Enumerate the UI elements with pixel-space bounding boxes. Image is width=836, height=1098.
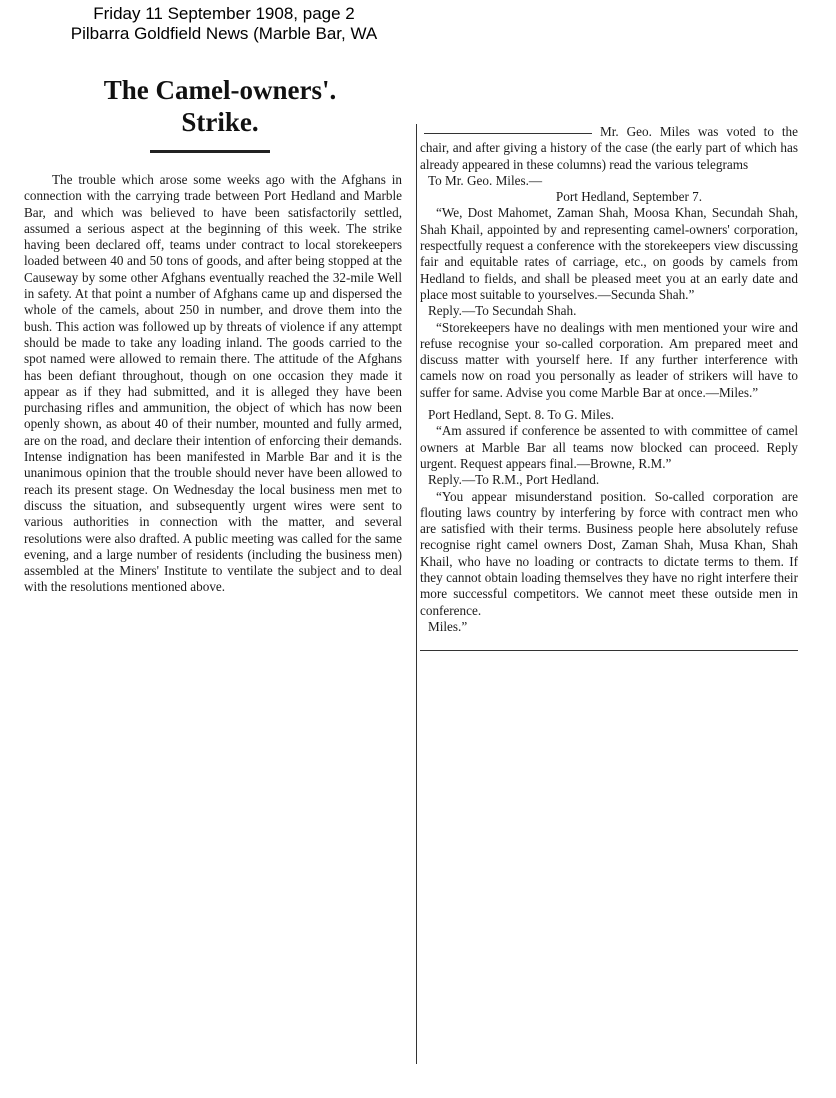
reply-signoff: Miles.” xyxy=(428,618,468,634)
source-citation xyxy=(24,4,424,44)
telegram-dateline-2: Port Hedland, Sept. 8. To G. Miles. xyxy=(428,407,615,423)
headline-line-1: The Camel-owners'. xyxy=(103,75,337,105)
telegram-request: “We, Dost Mahomet, Zaman Shah, Moosa Khan, Secundah Shah, Shah Khail, appointed by and representing camel-owners' corporation, respectfully request a conference with the storekeepers view discussing fair and equitable rates of carriage, etc., on goods by camels from Hedland to fields, and shall be pleased meet you at an early date and place most suitable to yourselves.—Secunda Shah.” xyxy=(420,205,798,302)
column-divider xyxy=(416,124,417,1064)
left-column-paragraph: The trouble which arose some weeks ago with the Afghans in connection with the carrying trade between Port Hedland and Marble Bar, and which was believed to have been satisfactorily settled, assumed a serious aspect at the beginning of this week. The strike having been declared off, teams under contract to local storekeepers loaded between 40 and 50 tons of goods, and after being stopped at the Causeway by some other Afghans eventually reached the 32-mile Well in safety. At that point a number of Afghans came up and dispersed the whole of the camels, about 250 in number, and drove them into the bush. This action was followed up by threats of violence if any attempt should be made to take any loading inland. The goods carried to the spot named were allowed to remain there. The attitude of the Afghans has been defiant throughout, though on one occasion they made it appear as if they had submitted, and it is alleged they have been purchasing rifles and ammunition, the object of which has now been openly shown, as about 40 of their number, mounted and fully armed, are on the road, and declare their intention of enforcing their demands. Intense indignation has been manifested in Marble Bar and it is the unanimous opinion that the trouble should never have been allowed to reach its present stage. On Wednesday the local business men met to discuss the situation, and subsequently urgent wires were sent to various authorities in connection with the matter, and several resolutions were also drafted. A public meeting was called for the same evening, and a large number of residents (including the business men) assembled at the Miners' Institute to ventilate the subject and to deal with the resolutions mentioned above. xyxy=(24,172,402,595)
telegram-browne: “Am assured if conference be assented to with committee of camel owners at Marble Bar all teams now blocked can proceed. Reply urgent. Request appears final.—Browne, R.M.” xyxy=(420,423,798,471)
source-date-line: Friday 11 September 1908, page 2 xyxy=(93,4,355,23)
headline-divider xyxy=(150,150,270,153)
section-divider xyxy=(420,650,798,651)
telegram-addressee: To Mr. Geo. Miles.— xyxy=(428,172,543,188)
reply-heading-1: Reply.—To Secundah Shah. xyxy=(428,303,577,319)
headline-line-2: Strike. xyxy=(181,107,259,137)
reply-telegram-2: “You appear misunderstand position. So-called corporation are flouting laws country by interfering by force with contract men who are satisfied with their terms. Business people here absolutely refuse recognise right camel owners Dost, Zaman Shah, Musa Khan, Shah Khail, who have no loading or contracts to dictate terms to them. If they cannot obtain loading themselves they have no right interfere their more successful competitors. We cannot meet these outside men in conference. xyxy=(420,488,798,618)
source-publication-line: Pilbarra Goldfield News (Marble Bar, WA xyxy=(70,24,378,43)
reply-telegram-1: “Storekeepers have no dealings with men mentioned your wire and refuse recognise your so-called corporation. Am prepared meet and discuss matter with yourself here. If any further interference with camels now on road you personally as leader of strikers will have to suffer for same. Advise you come Marble Bar at once.—Miles.” xyxy=(420,319,798,400)
telegram-dateline-1: Port Hedland, September 7. xyxy=(555,189,703,205)
reply-heading-2: Reply.—To R.M., Port Hedland. xyxy=(428,472,600,488)
right-column xyxy=(420,124,798,635)
article-headline xyxy=(40,74,400,138)
left-column xyxy=(24,172,402,596)
meeting-intro: Mr. Geo. Miles was voted to the chair, and after giving a history of the case (the early part of which has already appeared in these columns) read the various telegrams xyxy=(420,124,798,172)
